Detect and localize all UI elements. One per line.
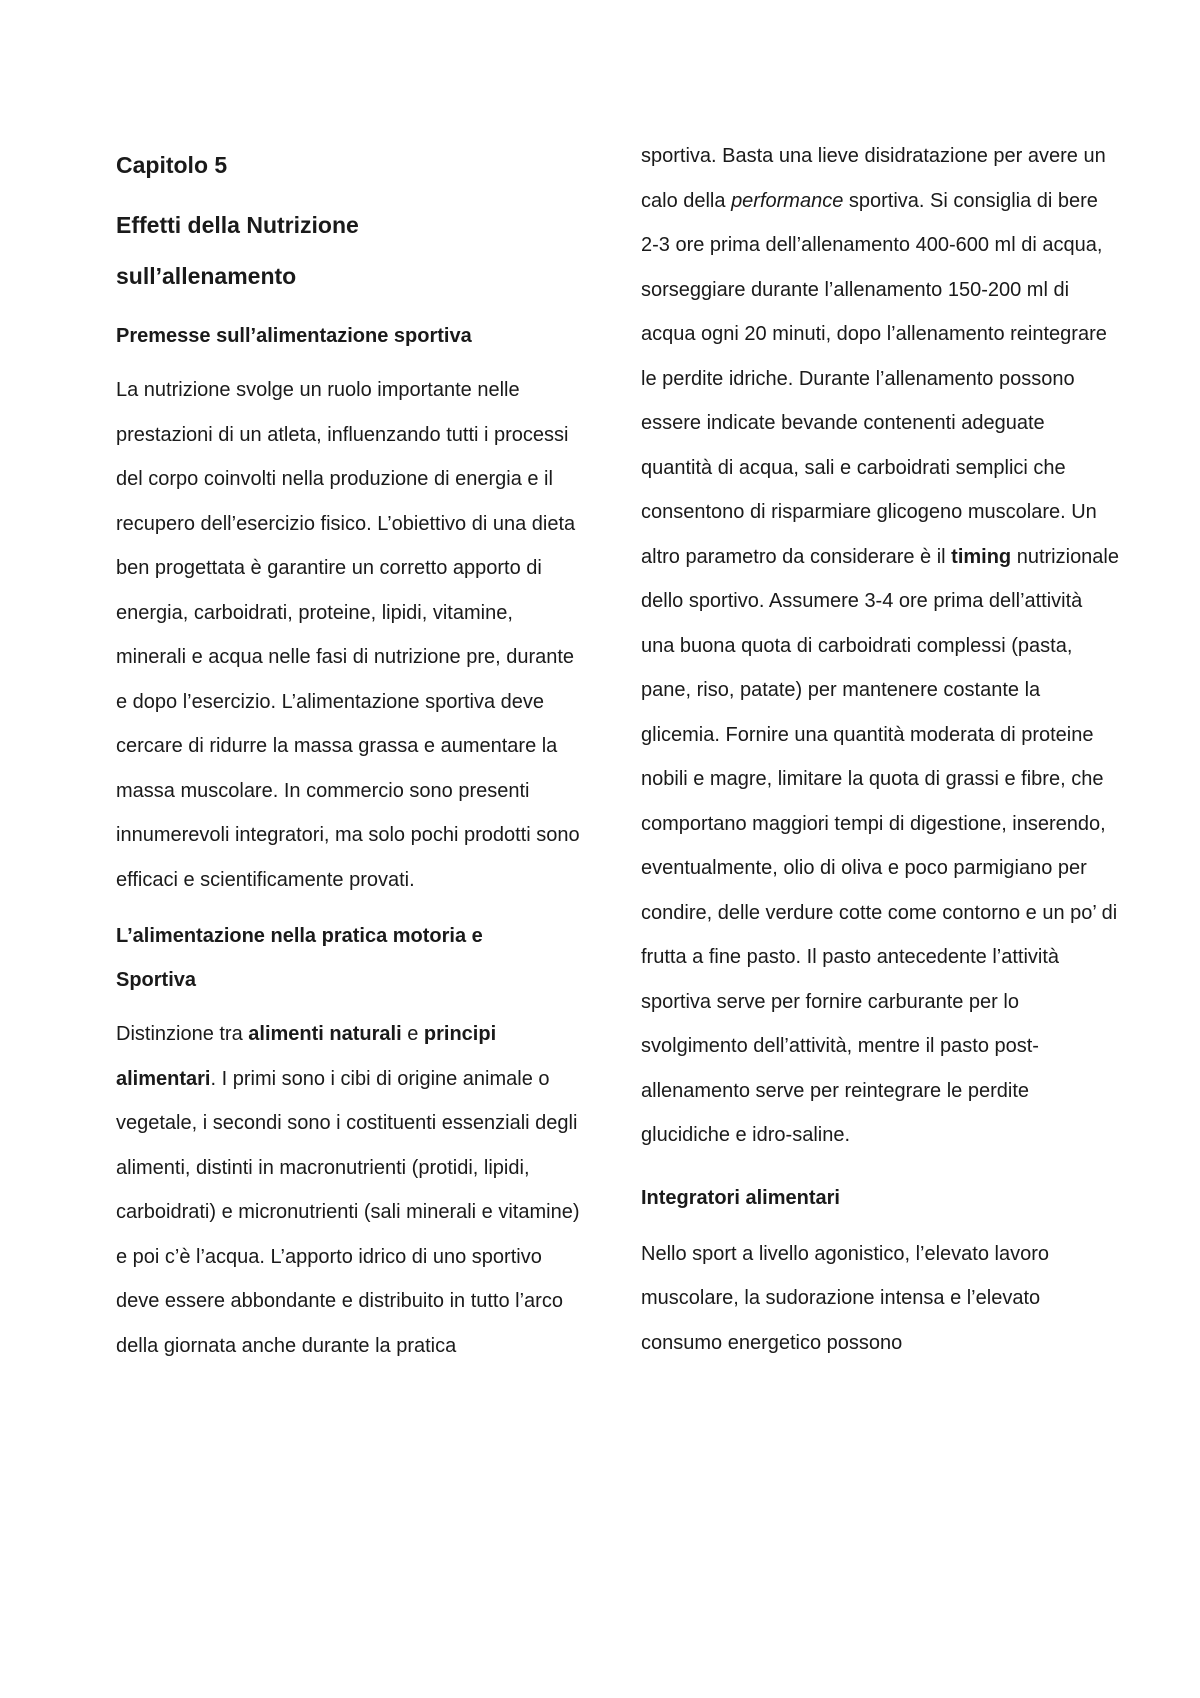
paragraph-idratazione: [641, 134, 1121, 1158]
paragraph-text: sportiva. Basta una lieve disidratazione per avere un calo della: [641, 145, 1106, 212]
chapter-title: Effetti della Nutrizione sull’allenamento: [116, 212, 359, 289]
bold-term-principi-alimentari: principi alimentari: [116, 1023, 497, 1090]
paragraph-alimenti: [116, 1012, 586, 1368]
left-column: [116, 138, 586, 1368]
paragraph-premesse: La nutrizione svolge un ruolo importante nelle prestazioni di un atleta, influenzando tutti i processi del corpo coinvolti nella produzione di energia e il recupero dell’esercizio fisico. L’obiettivo di una dieta ben progettata è garantire un corretto apporto di energia, carboidrati, proteine, lipidi, vitamine, minerali e acqua nelle fasi di nutrizione pre, durante e dopo l’esercizio. L’alimentazione sportiva deve cercare di ridurre la massa grassa e aumentare la massa muscolare. In commercio sono presenti innumerevoli integratori, ma solo pochi prodotti sono efficaci e scientificamente provati.: [116, 379, 580, 891]
paragraph-text: . I primi sono i cibi di origine animale o vegetale, i secondi sono i costituenti essenziali degli alimenti, distinti in macronutrienti (protidi, lipidi, carboidrati) e micronutrienti (sali minerali e vitamine) e poi c’è l’acqua. L’apporto idrico di uno sportivo deve essere abbondante e distribuito in tutto l’arco della giornata anche durante la pratica: [116, 1067, 580, 1357]
section-heading-pratica-motoria: L’alimentazione nella pratica motoria e Sportiva: [116, 925, 483, 991]
paragraph-text: sportiva. Si consiglia di bere 2-3 ore prima dell’allenamento 400-600 ml di acqua, sorseggiare durante l’allenamento 150-200 ml di acqua ogni 20 minuti, dopo l’allenamento reintegrare le perdite idriche. Durante l’allenamento possono essere indicate bevande contenenti adeguate quantità di acqua, sali e carboidrati semplici che consentono di risparmiare glicogeno muscolare. Un altro parametro da considerare è il: [641, 189, 1107, 568]
chapter-label: Capitolo 5: [116, 152, 228, 178]
paragraph-text: nutrizionale dello sportivo. Assumere 3-4 ore prima dell’attività una buona quota di carboidrati complessi (pasta, pane, riso, patate) per mantenere costante la glicemia. Fornire una quantità moderata di proteine nobili e magre, limitare la quota di grassi e fibre, che comportano maggiori tempi di digestione, inserendo, eventualmente, olio di oliva e poco parmigiano per condire, delle verdure cotte come contorno e un po’ di frutta a fine pasto. Il pasto antecedente l’attività sportiva serve per fornire carburante per lo svolgimento dell’attività, mentre il pasto post-allenamento serve per reintegrare le perdite glucidiche e idro-saline.: [641, 545, 1119, 1146]
section-heading-premesse: Premesse sull’alimentazione sportiva: [116, 325, 472, 347]
paragraph-text: Distinzione tra: [116, 1023, 249, 1045]
paragraph-text: e: [401, 1023, 424, 1045]
section-heading-integratori: Integratori alimentari: [641, 1186, 840, 1209]
bold-term-timing: timing: [951, 545, 1012, 568]
paragraph-integratori: Nello sport a livello agonistico, l’elevato lavoro muscolare, la sudorazione intensa e l’elevato consumo energetico possono: [641, 1242, 1049, 1354]
bold-term-alimenti-naturali: alimenti naturali: [248, 1023, 402, 1045]
right-column: [641, 134, 1121, 1365]
italic-term-performance: performance: [731, 189, 844, 212]
